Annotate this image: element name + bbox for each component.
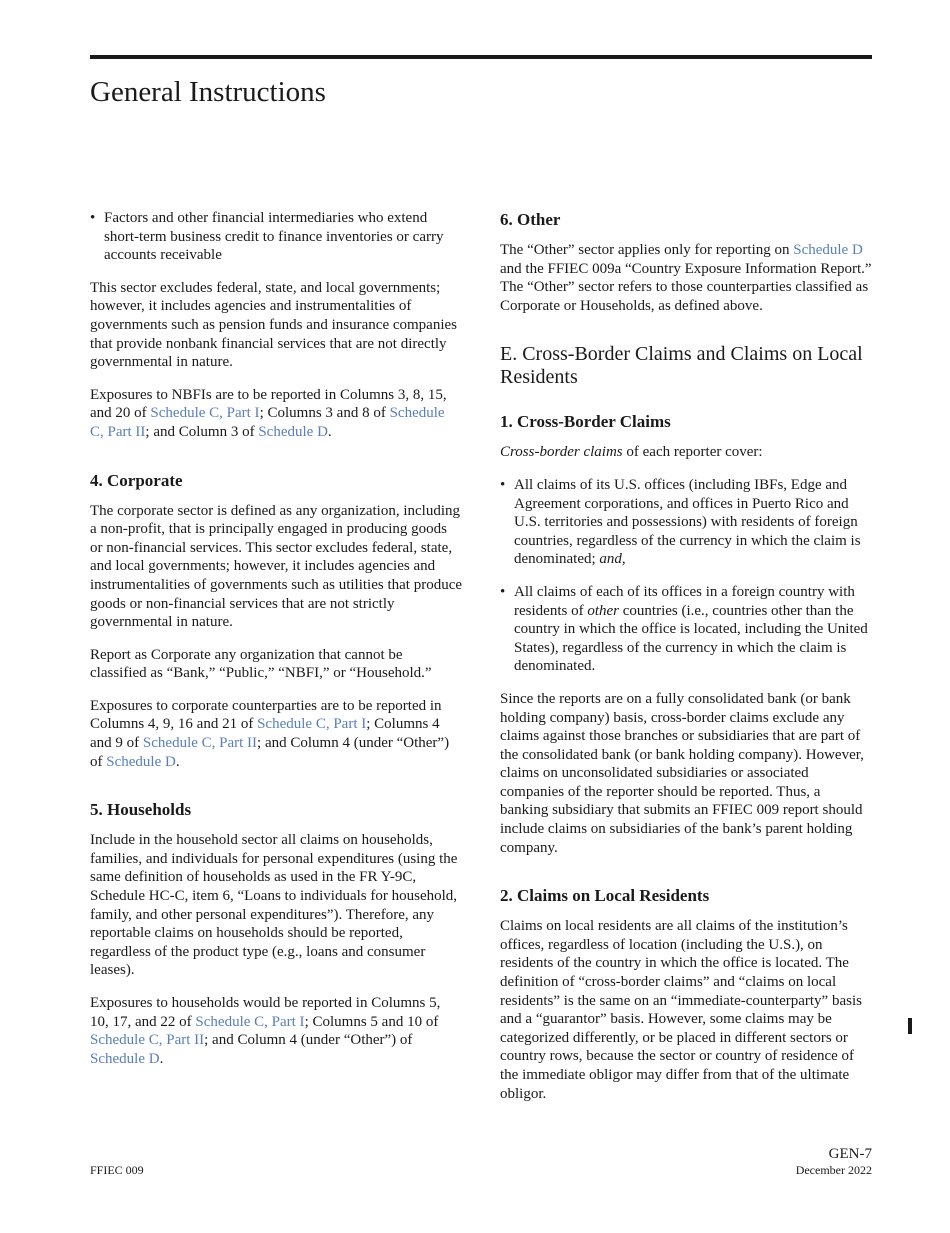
other-paragraph: The “Other” sector applies only for reporting on Schedule D and the FFIEC 009a “Country Exposure Information Report.” The “Other” sector refers to those counterparties classified as Corporate or Households, as defined above.: [500, 242, 872, 314]
schedule-c-part-i-link[interactable]: Schedule C, Part I: [257, 716, 367, 733]
corporate-report-as: Report as Corporate any organization that cannot be classified as “Bank,” “Public,” “NBFI,” or “Household.”: [90, 646, 432, 682]
other-heading: 6. Other: [500, 210, 561, 229]
households-heading: 5. Households: [90, 800, 192, 820]
page-title: General Instructions: [90, 76, 326, 108]
revision-date: December 2022: [795, 1163, 872, 1177]
households-report-paragraph: Exposures to households would be reported in Columns 5, 10, 17, and 22 of Schedule C, Part I; Columns 5 and 10 of Schedule C, Part II; and Column 4 (under “Other”) of Schedule D.: [90, 995, 441, 1067]
schedule-c-part-ii-link[interactable]: Schedule C, Part II: [90, 1032, 205, 1049]
cross-border-intro: Cross-border claims of each reporter cover:: [500, 444, 763, 461]
list-item: • All claims of each of its offices in a foreign country with residents of other countries (i.e., countries other than the country in which the office is located, including the United States), regardless of the currency in which the claim is denominated.: [500, 583, 868, 675]
corporate-report-paragraph: Exposures to corporate counterparties are to be reported in Columns 4, 9, 16 and 21 of Schedule C, Part I; Columns 4 and 9 of Schedule C, Part II; and Column 4 (under “Other”) of Schedule D.: [90, 697, 450, 770]
households-definition: Include in the household sector all claims on households, families, and individuals for personal expenditures (using the same definition of households as used in the FR Y-9C, Schedule HC-C, item 6, “Loans to individuals for household, family, and other personal expenditures”). Therefore, any reportable claims on households should be reported, regardless of the product type (e.g., loans and consumer leases).: [90, 832, 458, 979]
footer-page-info: [796, 1146, 872, 1177]
footer-form-id: FFIEC 009: [90, 1163, 144, 1177]
bullet-icon: •: [500, 583, 506, 600]
section-e-heading: E. Cross-Border Claims and Claims on Local Residents: [500, 343, 863, 389]
revision-bar: [908, 1018, 912, 1034]
schedule-d-link[interactable]: Schedule D: [90, 1050, 160, 1067]
header-rule: [90, 55, 872, 59]
page-number: GEN-7: [828, 1146, 872, 1162]
nbfi-report-paragraph: Exposures to NBFIs are to be reported in Columns 3, 8, 15, and 20 of Schedule C, Part I; Columns 3 and 8 of Schedule C, Part II; and Column 3 of Schedule D.: [90, 386, 447, 440]
schedule-c-part-i-link[interactable]: Schedule C, Part I: [150, 405, 260, 422]
corporate-definition: The corporate sector is defined as any organization, including a non-profit, that is principally engaged in producing goods or non-financial services. This sector excludes federal, state, and local governments; however, it includes agencies and instrumentalities of governments such as utilities that produce goods or non-financial services that are not strictly governmental in nature.: [90, 502, 463, 631]
local-residents-paragraph: Claims on local residents are all claims of the institution’s offices, regardless of location (including the U.S.), on residents of the country in which the office is located. The definition of “cross-border claims” and “claims on local residents” is the same on an “immediate-counterparty” basis and a “guarantor” basis. However, some claims may be categorized differently, or be placed in different sectors or country rows, because the sector or country of residence of the immediate obligor may differ from that of the ultimate obligor.: [500, 918, 862, 1102]
schedule-d-link[interactable]: Schedule D: [258, 423, 328, 440]
nbfi-exclusion-paragraph: This sector excludes federal, state, and local governments; however, it includes agencies and instrumentalities of governments such as pension funds and insurance companies that provide nonbank financial services that are not directly governmental in nature.: [90, 279, 457, 371]
schedule-c-part-ii-link[interactable]: Schedule C, Part II: [90, 405, 445, 440]
schedule-d-link[interactable]: Schedule D: [106, 753, 176, 770]
right-column: [500, 209, 872, 1117]
consolidated-paragraph: Since the reports are on a fully consolidated bank (or bank holding company) basis, cross-border claims exclude any claims against those branches or subsidiaries that are part of the consolidated bank (or bank holding company). However, claims on unconsolidated subsidiaries or associated companies of the reporter should be reported. Thus, a banking subsidiary that submits an FFIEC 009 report should include claims on subsidiaries of the bank’s parent holding company.: [500, 690, 864, 856]
bullet-icon: •: [500, 476, 506, 493]
cross-border-heading: 1. Cross-Border Claims: [500, 412, 671, 432]
local-residents-heading: 2. Claims on Local Residents: [500, 886, 710, 906]
bullet-icon: •: [90, 210, 96, 226]
corporate-heading: 4. Corporate: [90, 470, 183, 490]
list-item: • Factors and other financial intermediaries who extend short-term business credit to finance inventories or carry accounts receivable: [90, 210, 444, 264]
schedule-d-link[interactable]: Schedule D: [793, 242, 863, 258]
schedule-c-part-i-link[interactable]: Schedule C, Part I: [195, 1013, 305, 1030]
left-column: [90, 209, 462, 1082]
list-item: • All claims of its U.S. offices (including IBFs, Edge and Agreement corporations, and offices in Puerto Rico and U.S. territories and possessions) with residents of foreign countries, regardless of the currency in which the claim is denominated; and,: [500, 476, 861, 568]
schedule-c-part-ii-link[interactable]: Schedule C, Part II: [142, 735, 258, 752]
